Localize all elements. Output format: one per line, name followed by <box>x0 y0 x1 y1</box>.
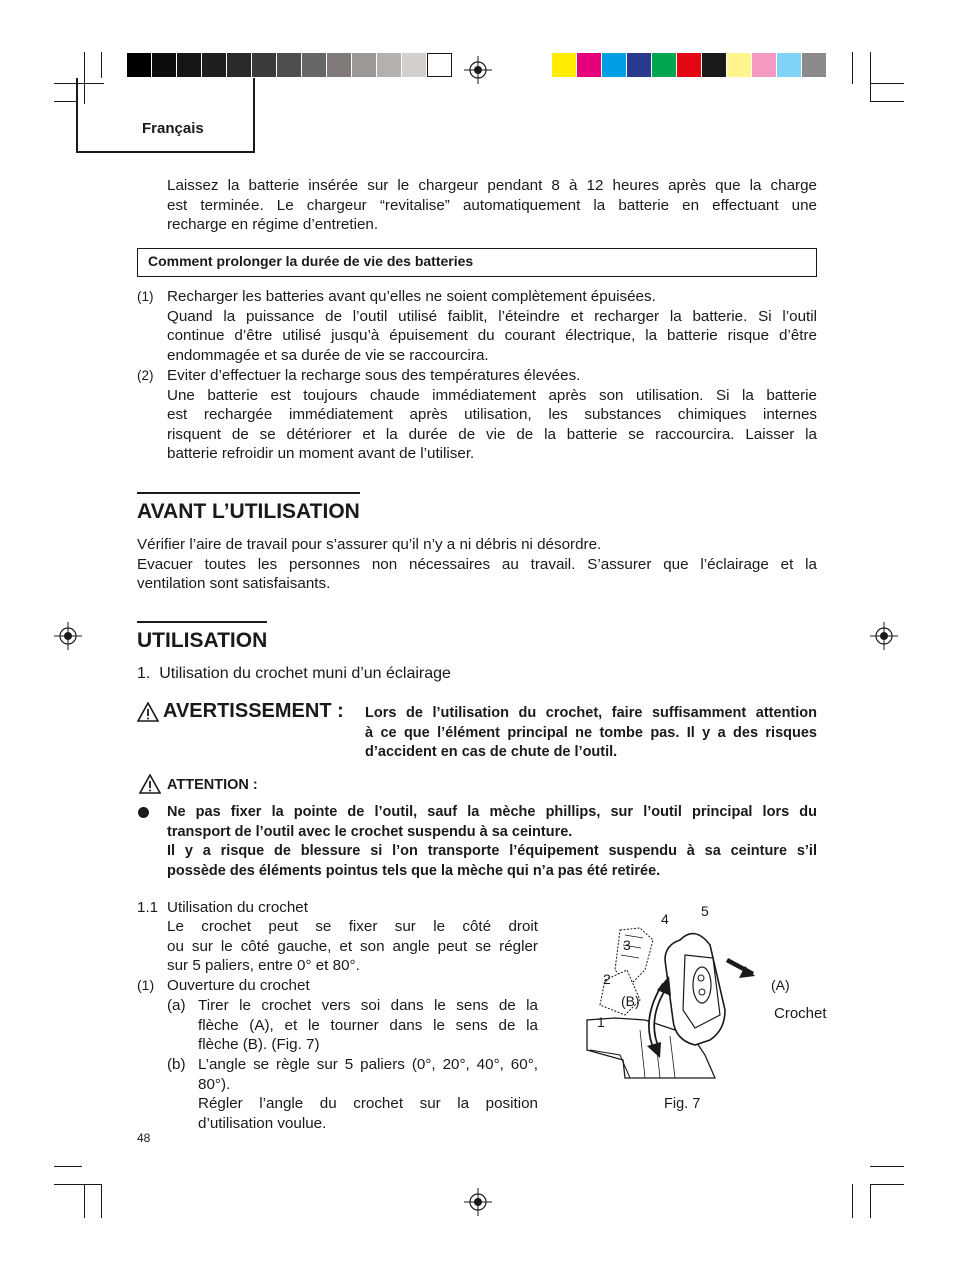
figure-7-hook-illustration <box>585 900 755 1085</box>
text-line: Une batterie est toujours chaude immédiatement après son utilisation. Si la batterie <box>167 386 817 404</box>
list-item-number: (1) <box>137 289 154 304</box>
crop-mark <box>54 101 78 102</box>
text-line: Quand la puissance de l’outil utilisé faiblit, l’éteindre et recharger la batterie. Si l’outil <box>167 307 817 325</box>
list-item-number: (a) <box>167 997 186 1014</box>
boxed-heading <box>137 248 817 277</box>
text-line: est rechargée immédiatement après utilisation, les substances chimiques internes <box>167 406 817 424</box>
calibration-swatch <box>327 53 352 77</box>
step-b <box>198 1055 538 1133</box>
calibration-swatch <box>352 53 377 77</box>
text-line: Evacuer toutes les personnes non nécessaires au travail. S’assurer que l’éclairage et la <box>137 555 817 573</box>
crop-mark <box>870 101 904 102</box>
crop-mark <box>852 52 853 84</box>
text-line: batterie refroidir un moment avant de l’utiliser. <box>167 445 475 463</box>
text-line: possède des éléments pointus tels que la mèche qui n’a pas été retirée. <box>167 862 661 879</box>
calibration-swatch <box>552 53 577 77</box>
crop-mark <box>870 83 904 84</box>
calibration-swatch <box>377 53 402 77</box>
calibration-swatch <box>677 53 702 77</box>
calibration-swatch <box>652 53 677 77</box>
warning-label: AVERTISSEMENT : <box>163 700 344 722</box>
crop-mark <box>54 1166 82 1167</box>
figure-label-2: 2 <box>603 971 611 987</box>
language-tab <box>76 78 255 153</box>
text-line: d’utilisation voulue. <box>198 1114 327 1132</box>
text-line: ou sur le côté gauche, et son angle peut se régler <box>167 937 538 955</box>
calibration-swatch <box>627 53 652 77</box>
text-line: risquent de se détériorer et la durée de vie de la batterie se raccourcira. Laisser la <box>167 425 817 443</box>
calibration-swatch <box>777 53 802 77</box>
calibration-swatch <box>602 53 627 77</box>
text-line: L’angle se règle sur 5 paliers (0°, 20°, 40°, 60°, <box>198 1056 538 1073</box>
text-line: Régler l’angle du crochet sur la position <box>198 1095 538 1113</box>
grayscale-calibration-bar <box>127 53 452 77</box>
figure-label-1: 1 <box>597 1014 605 1030</box>
text-line: ventilation sont satisfaisants. <box>137 575 331 593</box>
text-line: Ne pas fixer la pointe de l’outil, sauf la mèche phillips, sur l’outil principal lors du <box>167 804 817 820</box>
calibration-swatch <box>127 53 152 77</box>
list-item <box>167 366 817 464</box>
calibration-swatch <box>727 53 752 77</box>
calibration-swatch <box>802 53 827 77</box>
subsection-number: 1.1 <box>137 899 159 916</box>
calibration-swatch <box>427 53 452 77</box>
subheading-crochet-eclairage: 1. Utilisation du crochet muni d’un éclairage <box>137 665 451 682</box>
text-line: Laissez la batterie insérée sur le chargeur pendant 8 à 12 heures après que la charge <box>167 177 817 194</box>
figure-label-5: 5 <box>701 903 709 919</box>
figure-arrow-b-label: (B) <box>621 993 640 1009</box>
avant-paragraph <box>137 535 817 594</box>
text-line: Lors de l’utilisation du crochet, faire suffisamment attention <box>365 705 817 721</box>
list-item <box>167 287 817 365</box>
boxed-heading-text: Comment prolonger la durée de vie des batteries <box>148 253 474 269</box>
figure-hook-label: Crochet <box>774 1005 827 1022</box>
text-line: transport de l’outil avec le crochet suspendu à sa ceinture. <box>167 823 573 840</box>
calibration-swatch <box>177 53 202 77</box>
crop-mark <box>870 1184 871 1218</box>
section-heading-utilisation: UTILISATION <box>137 621 267 653</box>
section-heading-avant: AVANT L’UTILISATION <box>137 492 360 524</box>
registration-target-icon <box>464 1188 492 1216</box>
calibration-swatch <box>277 53 302 77</box>
figure-label-4: 4 <box>661 911 669 927</box>
caution-triangle-icon <box>139 774 161 794</box>
calibration-swatch <box>227 53 252 77</box>
text-line: Eviter d’effectuer la recharge sous des températures élevées. <box>167 367 581 384</box>
calibration-swatch <box>202 53 227 77</box>
figure-caption: Fig. 7 <box>664 1096 701 1112</box>
calibration-swatch <box>702 53 727 77</box>
subsection-title: Utilisation du crochet <box>167 899 308 916</box>
language-label: Français <box>142 120 204 137</box>
text-line: Tirer le crochet vers soi dans le sens de la <box>198 997 538 1014</box>
crop-mark <box>101 52 102 78</box>
intro-paragraph <box>167 176 817 235</box>
text-line: à ce que l’élément principal ne tombe pas. Il y a des risques <box>365 724 817 741</box>
page-number: 48 <box>137 1131 151 1145</box>
text-line: recharge en régime d’entretien. <box>167 216 379 234</box>
text-line: Recharger les batteries avant qu’elles ne soient complètement épuisées. <box>167 288 656 305</box>
list-item-number: (b) <box>167 1056 186 1073</box>
calibration-swatch <box>152 53 177 77</box>
text-line: endommagée et sa durée de vie se raccourcira. <box>167 346 489 364</box>
bullet-icon <box>138 807 149 818</box>
crop-mark <box>84 1184 85 1218</box>
registration-target-icon <box>54 622 82 650</box>
text-line: est terminée. Le chargeur “revitalise” automatiquement la batterie en effectuant une <box>167 196 817 214</box>
warning-triangle-icon <box>137 702 159 722</box>
crochet-paragraph <box>167 917 538 976</box>
text-line: flèche (B). (Fig. 7) <box>198 1036 320 1054</box>
text-line: Le crochet peut se fixer sur le côté droit <box>167 918 538 935</box>
crop-mark <box>870 1166 904 1167</box>
warning-text <box>365 704 817 763</box>
crop-mark <box>870 1184 904 1185</box>
registration-target-icon <box>464 56 492 84</box>
crop-mark <box>54 1184 102 1185</box>
figure-label-3: 3 <box>623 937 631 953</box>
list-item-number: (1) <box>137 977 155 993</box>
text-line: 80°). <box>198 1075 231 1093</box>
text-line: continue d’être utilisé jusqu’à épuisement du courant électrique, la batterie risque d’être <box>167 327 817 345</box>
text-line: Vérifier l’aire de travail pour s’assurer qu’il n’y a ni débris ni désordre. <box>137 536 602 553</box>
color-calibration-bar <box>552 53 827 77</box>
calibration-swatch <box>402 53 427 77</box>
attention-text <box>167 803 817 881</box>
calibration-swatch <box>577 53 602 77</box>
text-line: Il y a risque de blessure si l’on transporte l’équipement suspendu à sa ceinture s’il <box>167 843 817 860</box>
calibration-swatch <box>752 53 777 77</box>
calibration-swatch <box>302 53 327 77</box>
crop-mark <box>101 1184 102 1218</box>
text-line: flèche (A), et le tourner dans le sens de la <box>198 1016 538 1034</box>
step-a <box>198 996 538 1055</box>
text-line: d’accident en cas de chute de l’outil. <box>365 744 618 761</box>
crop-mark <box>852 1184 853 1218</box>
list-item-number: (2) <box>137 368 154 383</box>
ouverture-title: Ouverture du crochet <box>167 977 310 994</box>
figure-arrow-a-label: (A) <box>771 977 790 993</box>
crop-mark <box>870 52 871 102</box>
text-line: sur 5 paliers, entre 0° et 80°. <box>167 957 360 975</box>
calibration-swatch <box>252 53 277 77</box>
attention-label: ATTENTION : <box>167 777 258 793</box>
registration-target-icon <box>870 622 898 650</box>
